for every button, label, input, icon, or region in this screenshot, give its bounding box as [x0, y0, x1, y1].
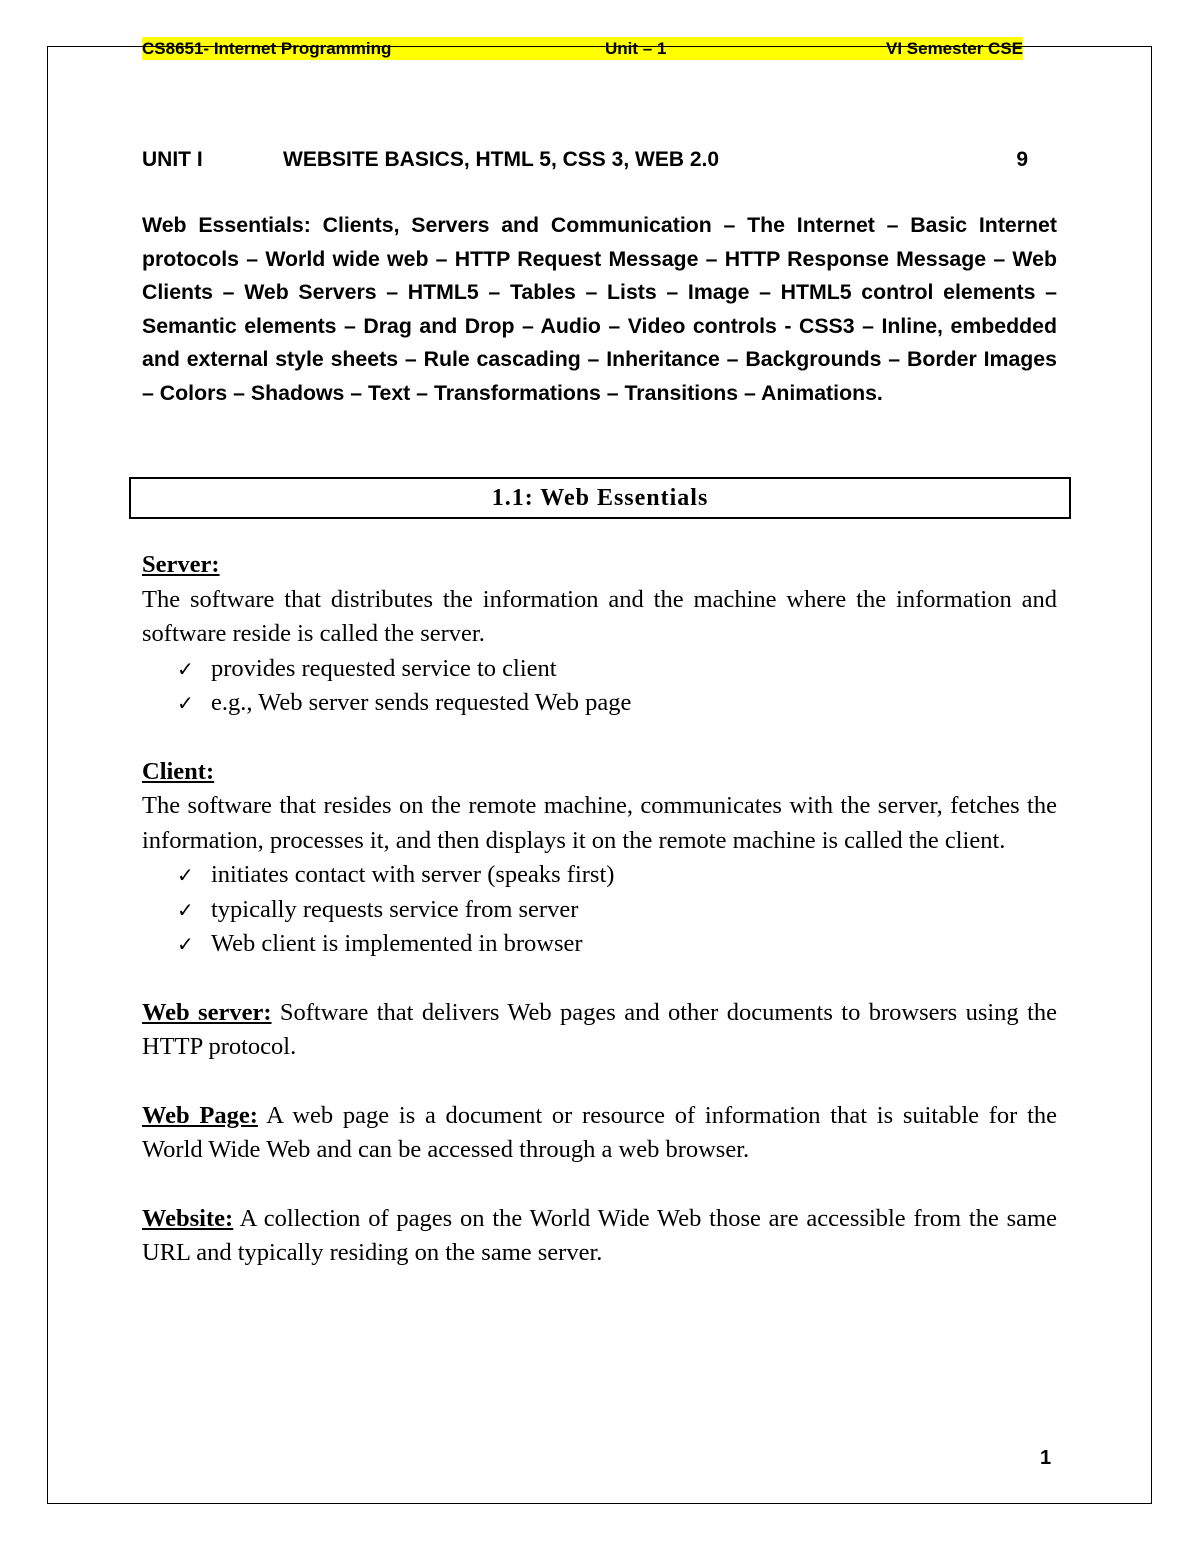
header-unit: Unit – 1 [605, 39, 667, 58]
list-item: ✓ initiates contact with server (speaks first) [142, 858, 1057, 893]
server-heading: Server: [142, 551, 220, 578]
web-server-heading: Web server: [142, 998, 272, 1026]
unit-label: UNIT I [142, 148, 203, 171]
web-page-section [142, 1099, 1057, 1168]
syllabus-text: Web Essentials: Clients, Servers and Communication – The Internet – Basic Internet protocols – World wide web – HTTP Request Message – HTTP Response Message – Web Clients – Web Servers – HTML5 – Tables – Lists – Image – HTML5 control elements – Semantic elements – Drag and Drop – Audio – Video controls - CSS3 – Inline, embedded and external style sheets – Rule cascading – Inheritance – Backgrounds – Border Images – Colors – Shadows – Text – Transformations – Transitions – Animations. [142, 213, 1057, 405]
checkmark-icon: ✓ [177, 691, 194, 715]
website-section [142, 1202, 1057, 1271]
header-course: CS8651- Internet Programming [142, 39, 392, 58]
client-definition: The software that resides on the remote machine, communicates with the server, fetches the information, processes it, and then displays it on the remote machine is called the client. [142, 792, 1057, 854]
client-bullets [142, 858, 1057, 962]
list-item: ✓ e.g., Web server sends requested Web page [142, 686, 1057, 721]
list-item: ✓ Web client is implemented in browser [142, 927, 1057, 962]
list-item: ✓ typically requests service from server [142, 893, 1057, 928]
unit-title: WEBSITE BASICS, HTML 5, CSS 3, WEB 2.0 [283, 148, 720, 171]
main-content [142, 548, 1057, 1305]
page-number: 1 [1040, 1447, 1052, 1469]
web-server-section [142, 996, 1057, 1065]
web-page-definition: A web page is a document or resource of information that is suitable for the World Wide Web and can be accessed through a web browser. [142, 1101, 1057, 1163]
unit-hours: 9 [1016, 148, 1028, 171]
checkmark-icon: ✓ [177, 863, 194, 887]
website-heading: Website: [142, 1204, 234, 1232]
checkmark-icon: ✓ [177, 897, 194, 922]
server-bullets [142, 652, 1057, 721]
checkmark-icon: ✓ [177, 932, 194, 956]
web-server-definition: Software that delivers Web pages and other documents to browsers using the HTTP protocol. [142, 998, 1057, 1060]
web-page-heading: Web Page: [142, 1101, 258, 1129]
header-rule [47, 46, 1152, 47]
website-definition: A collection of pages on the World Wide Web those are accessible from the same URL and typically residing on the same server. [142, 1204, 1057, 1266]
client-section [142, 755, 1057, 962]
section-title: 1.1: Web Essentials [129, 477, 1071, 519]
client-heading: Client: [142, 757, 215, 785]
running-header [142, 37, 1023, 60]
list-item: ✓ provides requested service to client [142, 652, 1057, 687]
checkmark-icon: ✓ [177, 656, 194, 681]
server-definition: The software that distributes the information and the machine where the information and software reside is called the server. [142, 585, 1057, 647]
header-semester: VI Semester CSE [885, 39, 1023, 58]
server-section [142, 548, 1057, 721]
